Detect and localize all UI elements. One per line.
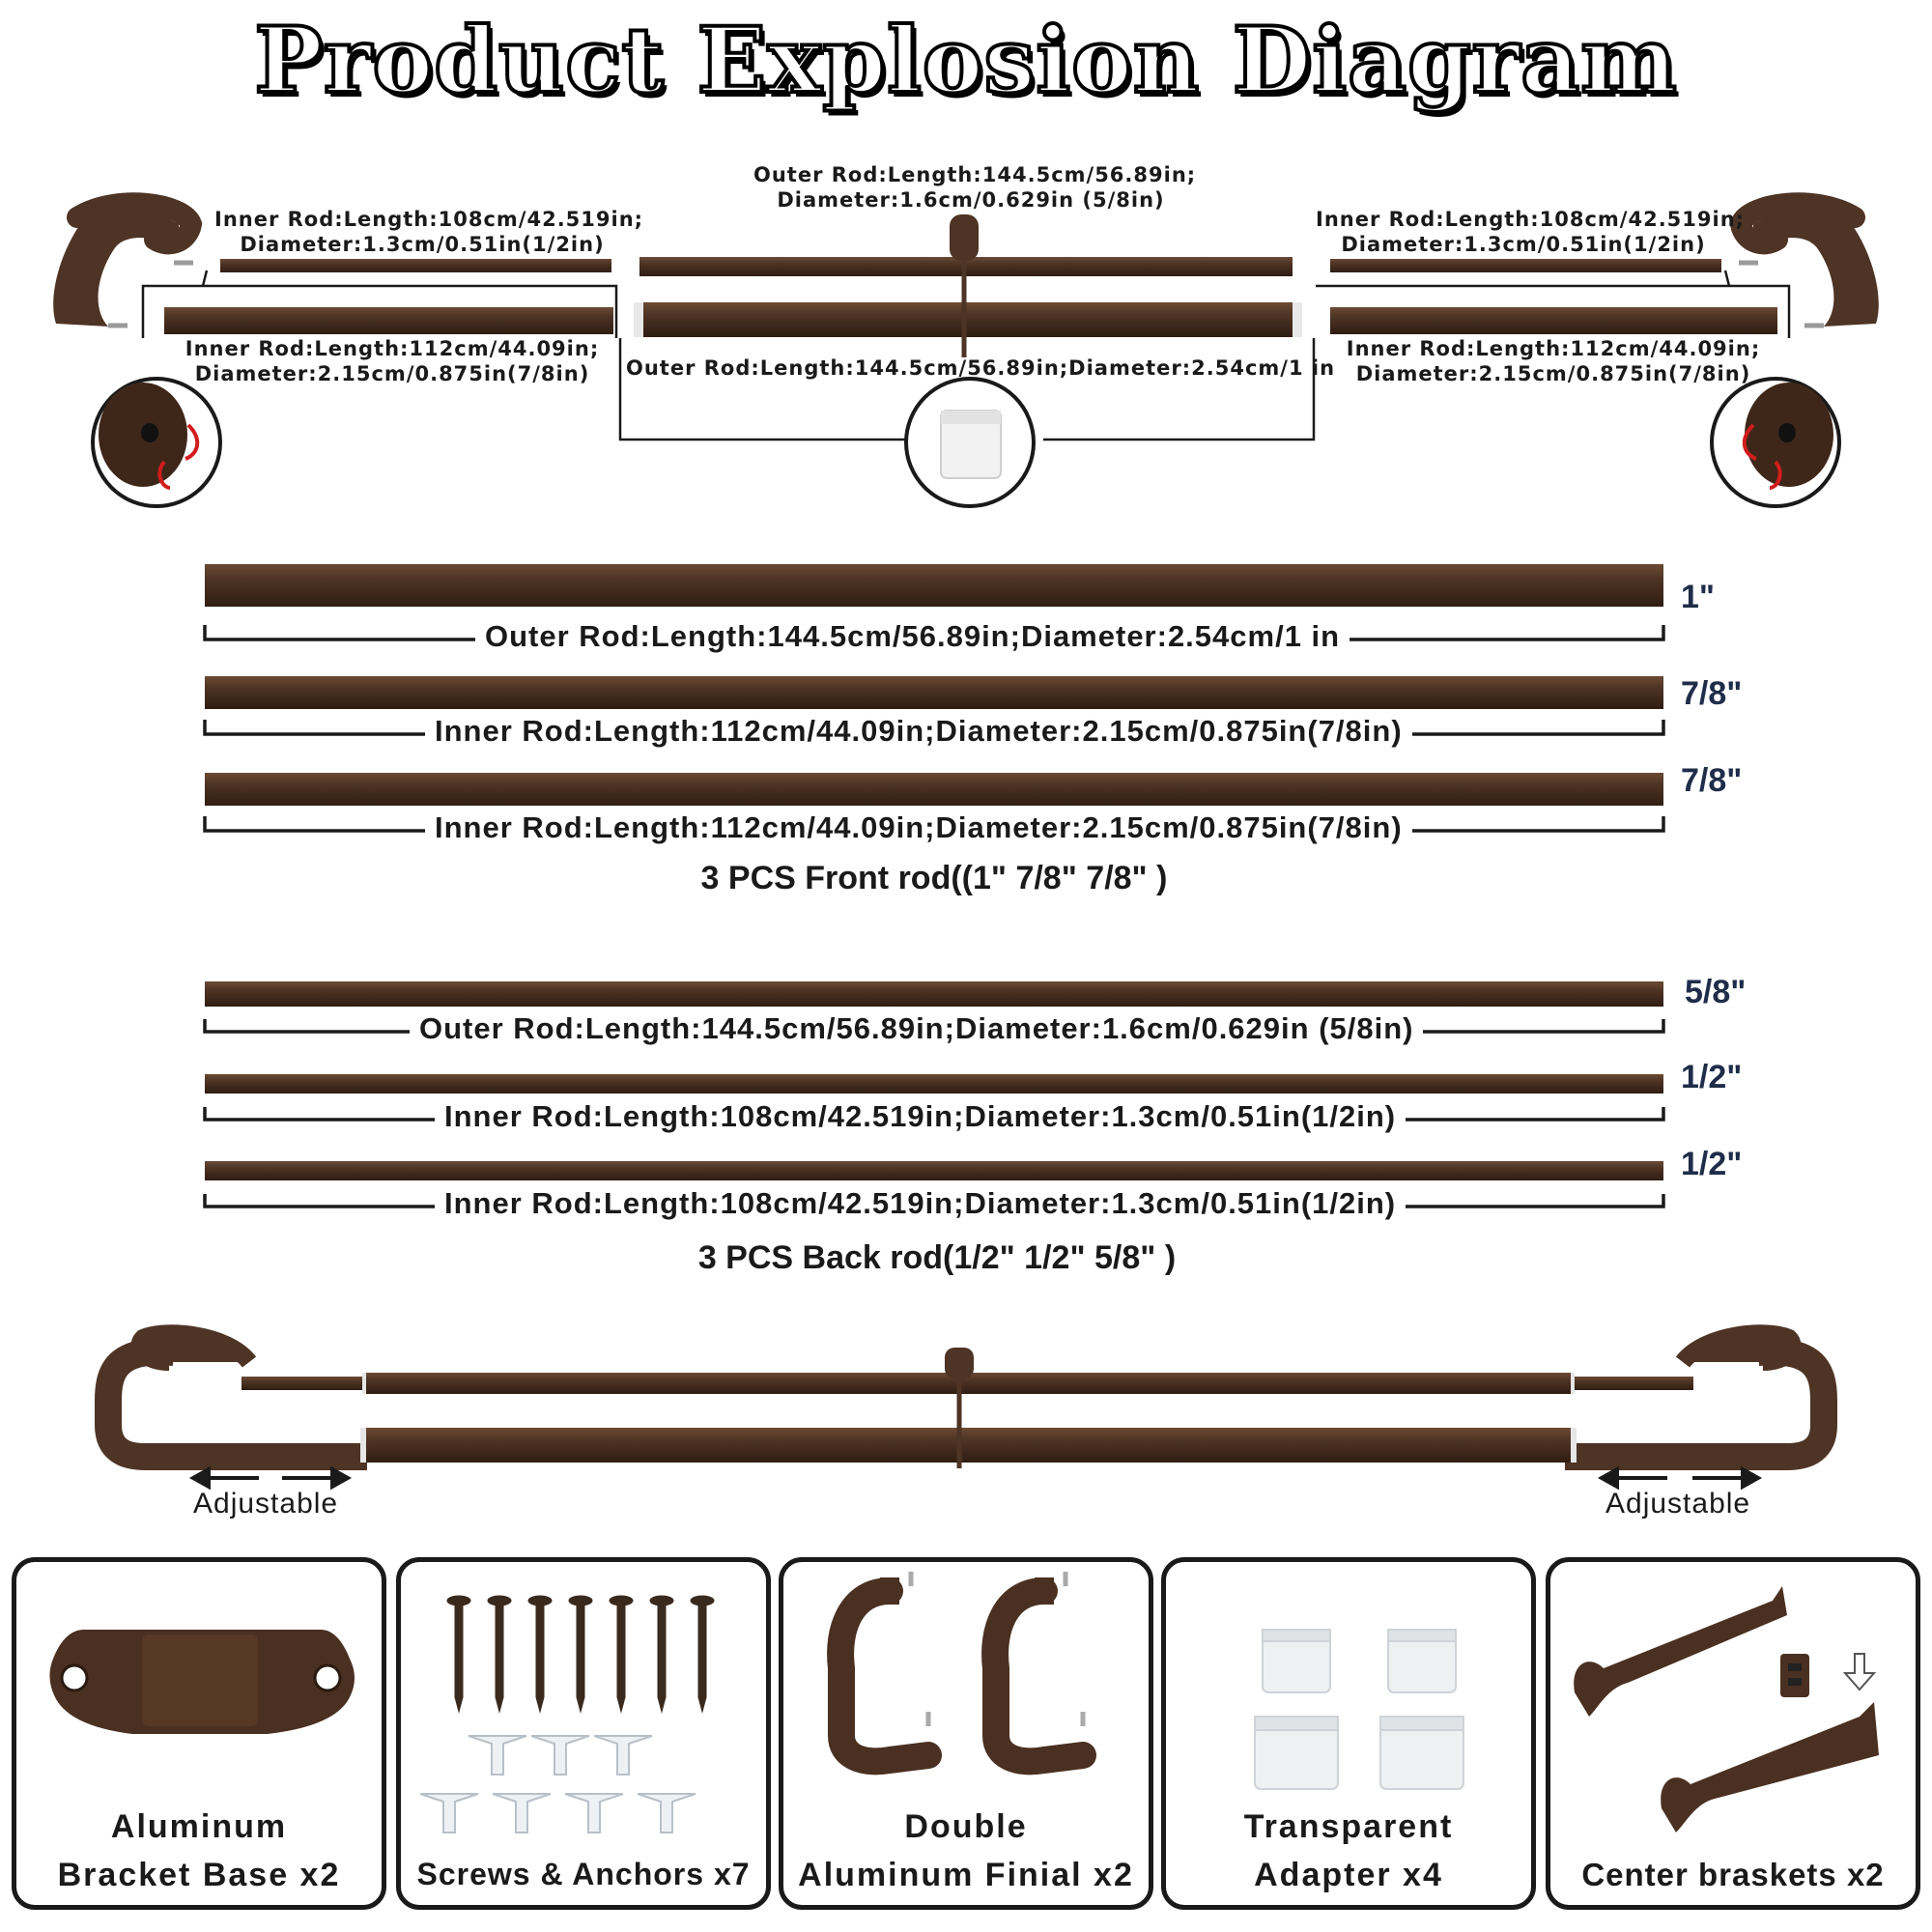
- top-center-lower-label: Outer Rod:Length:144.5cm/56.89in;Diameter:2.54cm/1 in: [626, 356, 1336, 380]
- part-line2: Aluminum Finial x2: [798, 1857, 1134, 1893]
- adjust-arrows-right: [1602, 1469, 1758, 1487]
- part-line2: Screws & Anchors x7: [416, 1857, 751, 1891]
- front-rod-3-size: 7/8": [1681, 762, 1743, 799]
- center-knob: [950, 214, 979, 261]
- rod-left-upper: [220, 259, 611, 272]
- front-rod-1-label: Outer Rod:Length:144.5cm/56.89in;Diameter:2.54cm/1 in: [475, 619, 1350, 654]
- rod-right-upper: [1330, 259, 1721, 272]
- part-card-finial: [779, 1557, 1153, 1910]
- part-line2: Bracket Base x2: [57, 1857, 341, 1893]
- part-card-adapter: [1161, 1557, 1536, 1910]
- assembled-rod: [108, 1333, 1824, 1487]
- front-rod-2-size: 7/8": [1681, 675, 1743, 712]
- back-rod-2-size: 1/2": [1681, 1059, 1743, 1095]
- label-line: Outer Rod:Length:144.5cm/56.89in;: [753, 163, 1197, 186]
- label-line: Diameter:1.3cm/0.51in(1/2in): [1341, 233, 1706, 256]
- label-line: Diameter:1.3cm/0.51in(1/2in): [240, 233, 605, 256]
- center-bracket-image: [1550, 1562, 1916, 1842]
- adjust-arrows-left: [193, 1469, 348, 1487]
- front-rod-3: [205, 773, 1663, 806]
- front-rod-2: [205, 676, 1663, 709]
- front-rod-3-label: Inner Rod:Length:112cm/44.09in;Diameter:2.15cm/0.875in(7/8in): [425, 810, 1412, 845]
- label-line: Diameter:1.6cm/0.629in (5/8in): [777, 188, 1165, 212]
- label-line: Diameter:2.15cm/0.875in(7/8in): [194, 362, 590, 385]
- top-left-lower-label: [176, 336, 609, 386]
- back-rod-2-label: Inner Rod:Length:108cm/42.519in;Diameter:1.3cm/0.51in(1/2in): [435, 1099, 1406, 1134]
- label-line: Inner Rod:Length:112cm/44.09in;: [185, 337, 600, 360]
- part-line2: Center braskets x2: [1581, 1857, 1885, 1892]
- part-line1: Double: [904, 1808, 1028, 1845]
- adjustable-left-label: Adjustable: [193, 1488, 339, 1520]
- part-line1: Aluminum: [110, 1808, 288, 1845]
- label-line: Inner Rod:Length:112cm/44.09in;: [1346, 337, 1761, 360]
- label-line: Inner Rod:Length:108cm/42.519in;: [214, 208, 644, 231]
- rod-left-lower: [164, 307, 613, 334]
- front-rod-1: [205, 564, 1663, 607]
- front-group-caption: 3 PCS Front rod((1" 7/8" 7/8" ): [700, 860, 1168, 896]
- bracket-base-image: [16, 1562, 382, 1794]
- top-right-upper-label: [1316, 207, 1746, 257]
- page-title: Product Explosion Diagram: [254, 8, 1678, 114]
- back-rod-1-size: 5/8": [1685, 974, 1747, 1010]
- front-rod-1-size: 1": [1681, 579, 1716, 615]
- finial-image: [783, 1562, 1149, 1794]
- part-card-bracket-base: [12, 1557, 386, 1910]
- left-finial: [53, 210, 179, 327]
- back-rod-2: [205, 1074, 1663, 1094]
- part-line1: Transparent: [1243, 1808, 1454, 1845]
- back-rod-1: [205, 981, 1663, 1007]
- left-detail-circle: [93, 379, 220, 506]
- label-line: Diameter:2.15cm/0.875in(7/8in): [1355, 362, 1751, 385]
- adapter-image: [1166, 1562, 1531, 1794]
- back-rod-3-size: 1/2": [1681, 1146, 1743, 1182]
- back-rod-3-label: Inner Rod:Length:108cm/42.519in;Diameter:1.3cm/0.51in(1/2in): [435, 1186, 1406, 1221]
- front-rod-2-label: Inner Rod:Length:112cm/44.09in;Diameter:2.15cm/0.875in(7/8in): [425, 714, 1412, 749]
- part-card-center-bracket: [1546, 1557, 1920, 1910]
- top-right-lower-label: [1337, 336, 1770, 386]
- part-line2: Adapter x4: [1254, 1857, 1443, 1893]
- top-left-upper-label: [214, 207, 644, 257]
- adjustable-right-label: Adjustable: [1605, 1488, 1751, 1520]
- back-rod-3: [205, 1161, 1663, 1180]
- front-rod-group: [205, 564, 1663, 831]
- label-line: Inner Rod:Length:108cm/42.519in;: [1316, 208, 1746, 231]
- screws-anchors-image: [401, 1562, 766, 1852]
- rod-right-lower: [1330, 307, 1777, 334]
- part-card-screws: [396, 1557, 771, 1910]
- top-center-upper-label: [753, 162, 1197, 213]
- center-adapter-circle: [906, 379, 1034, 506]
- rod-center-lower: [639, 302, 1296, 337]
- right-detail-circle: [1712, 379, 1839, 506]
- back-rod-1-label: Outer Rod:Length:144.5cm/56.89in;Diameter:1.6cm/0.629in (5/8in): [410, 1011, 1423, 1046]
- back-group-caption: 3 PCS Back rod(1/2" 1/2" 5/8" ): [697, 1239, 1177, 1276]
